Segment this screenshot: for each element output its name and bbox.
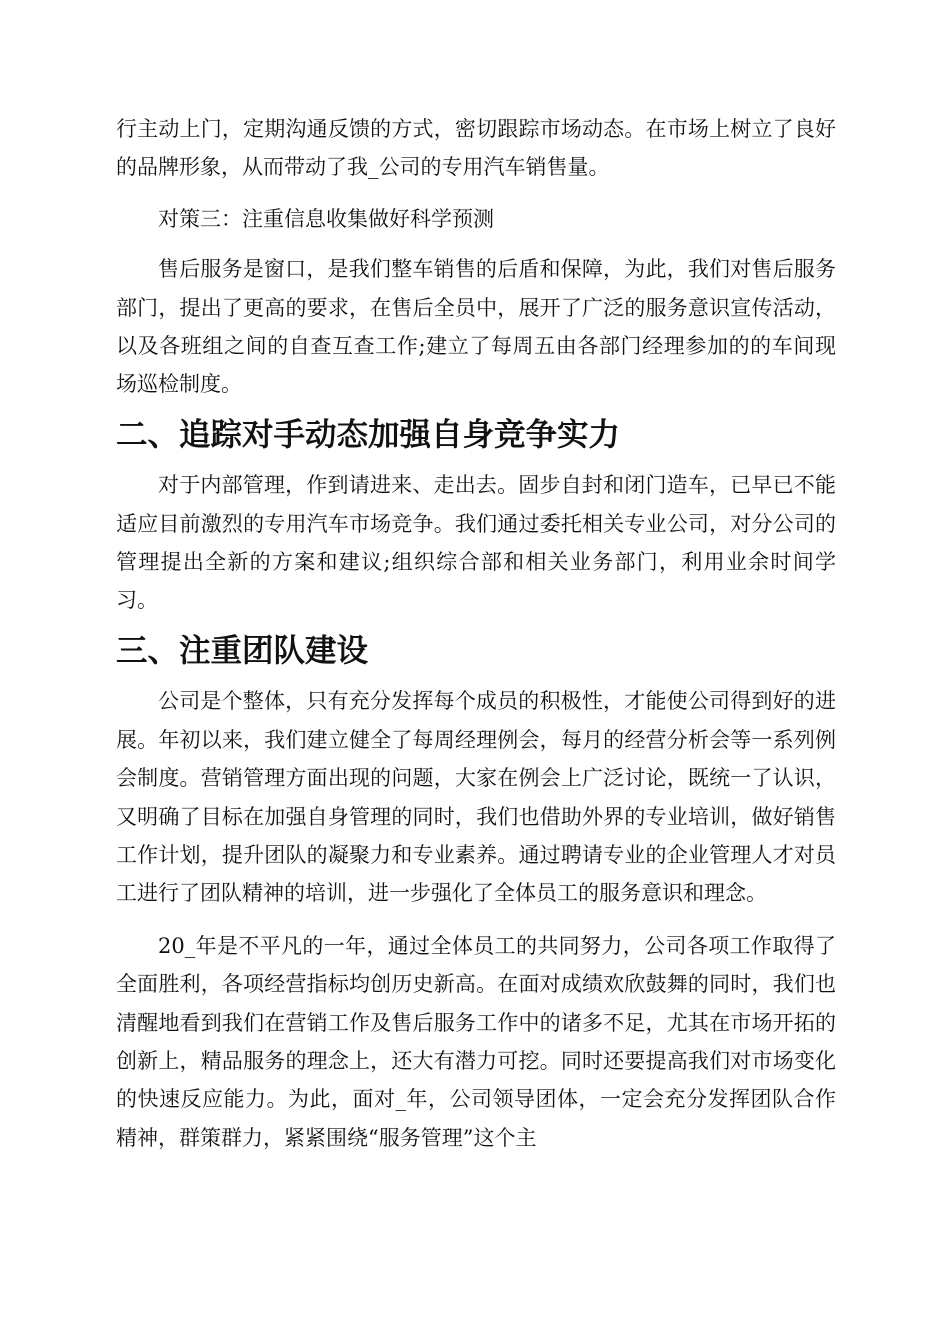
paragraph-team-building: 公司是个整体，只有充分发挥每个成员的积极性，才能使公司得到好的进展。年初以来，我们建立健全了每周经理例会，每月的经营分析会等一系列例会制度。营销管理方面出现的问题，大家在例会上广泛讨论，既统一了认识，又明确了目标在加强自身管理的同时，我们也借助外界的专业培训，做好销售工作计划，提升团队的凝聚力和专业素养。通过聘请专业的企业管理人才对员工进行了团队精神的培训，进一步强化了全体员工的服务意识和理念。 — [116, 689, 836, 906]
paragraph-internal-management: 对于内部管理，作到请进来、走出去。固步自封和闭门造车，已早已不能适应目前激烈的专用汽车市场竞争。我们通过委托相关专业公司，对分公司的管理提出全新的方案和建议;组织综合部和相关业务部门，利用业余时间学习。 — [116, 473, 836, 613]
paragraph-year-summary: 20_年是不平凡的一年，通过全体员工的共同努力，公司各项工作取得了全面胜利，各项经营指标均创历史新高。在面对成绩欢欣鼓舞的同时，我们也清醒地看到我们在营销工作及售后服务工作中的诸多不足，尤其在市场开拓的创新上，精品服务的理念上，还大有潜力可挖。同时还要提高我们对市场变化的快速反应能力。为此，面对_年，公司领导团体，一定会充分发挥团队合作精神，群策群力，紧紧围绕“服务管理”这个主 — [116, 933, 836, 1150]
document-body — [116, 110, 836, 1157]
paragraph-after-sales-service: 售后服务是窗口，是我们整车销售的后盾和保障，为此，我们对售后服务部门，提出了更高的要求，在售后全员中，展开了广泛的服务意识宣传活动，以及各班组之间的自查互查工作;建立了每周五由各部门经理参加的的车间现场巡检制度。 — [116, 257, 836, 397]
paragraph-intro-continuation: 行主动上门，定期沟通反馈的方式，密切跟踪市场动态。在市场上树立了良好的品牌形象，从而带动了我_公司的专用汽车销售量。 — [116, 117, 836, 180]
section-heading-competition: 二、追踪对手动态加强自身竞争实力 — [116, 416, 621, 453]
section-heading-team-building: 三、注重团队建设 — [116, 632, 369, 669]
strategy-three-title: 对策三：注重信息收集做好科学预测 — [158, 206, 494, 231]
